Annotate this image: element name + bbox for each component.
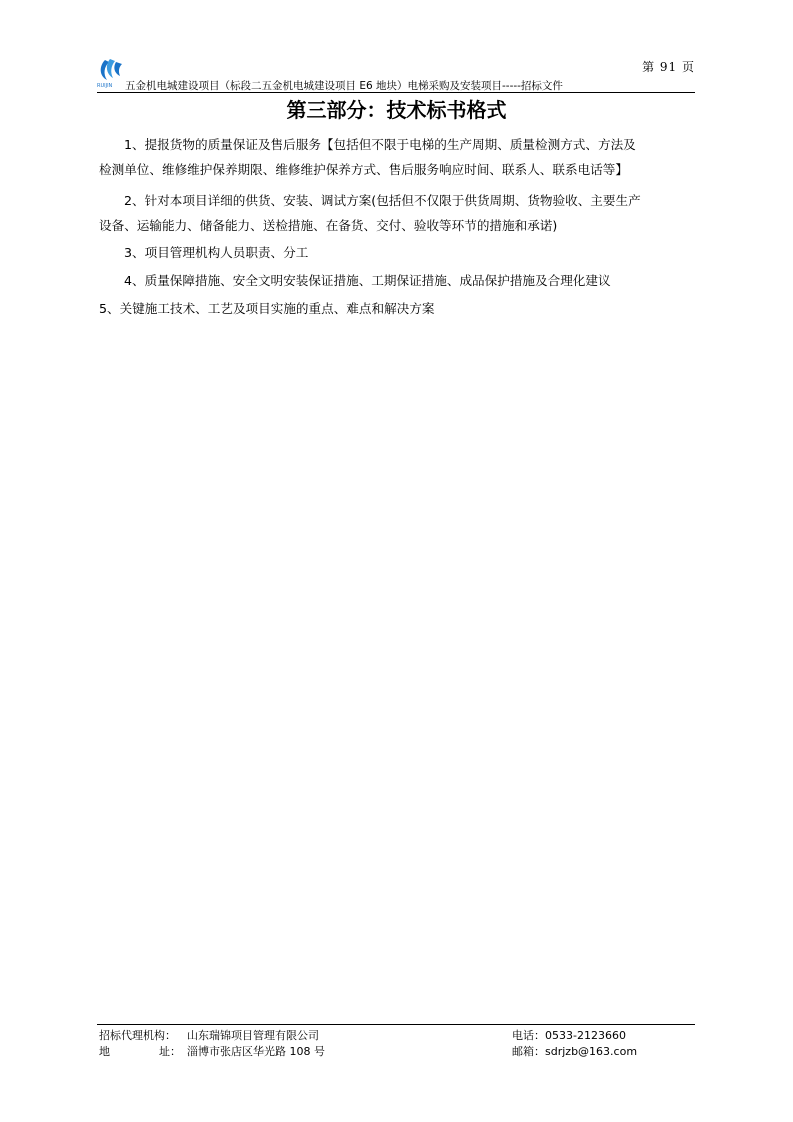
footer-address: 淄博市张店区华光路 108 号 [187, 1045, 325, 1058]
footer-divider [97, 1024, 695, 1025]
paragraph-5-line-1: 5、关键施工技术、工艺及项目实施的重点、难点和解决方案 [99, 301, 435, 316]
footer-address-label-left: 地 [99, 1045, 110, 1058]
footer-address-label-right: 址： [159, 1045, 181, 1058]
paragraph-2 [99, 188, 699, 238]
page-number: 第 91 页 [642, 60, 695, 74]
paragraph-2-line-1: 2、针对本项目详细的供货、安装、调试方案(包括但不仅限于供货周期、货物验收、主要生产 [124, 193, 641, 208]
company-logo [97, 56, 127, 88]
paragraph-4 [99, 268, 699, 293]
paragraph-1 [99, 132, 699, 182]
logo-text: RUIJIN [97, 83, 113, 88]
section-title: 第三部分：技术标书格式 [286, 98, 507, 122]
paragraph-3-line-1: 3、项目管理机构人员职责、分工 [124, 245, 309, 260]
paragraph-5 [99, 296, 699, 321]
paragraph-1-line-1: 1、提报货物的质量保证及售后服务【包括但不限于电梯的生产周期、质量检测方式、方法及 [124, 137, 636, 152]
header-divider [97, 92, 695, 93]
footer-email: 邮箱：sdrjzb@163.com [512, 1045, 638, 1058]
footer-agency-label: 招标代理机构： [99, 1029, 176, 1042]
header-title: 五金机电城建设项目（标段二五金机电城建设项目 E6 地块）电梯采购及安装项目-----招标文件 [125, 80, 563, 92]
footer-phone: 电话：0533-2123660 [512, 1029, 626, 1042]
paragraph-3 [99, 240, 699, 265]
paragraph-1-line-2: 检测单位、维修维护保养期限、维修维护保养方式、售后服务响应时间、联系人、联系电话等】 [99, 162, 628, 177]
paragraph-2-line-2: 设备、运输能力、储备能力、送检措施、在备货、交付、验收等环节的措施和承诺) [99, 218, 558, 233]
paragraph-4-line-1: 4、质量保障措施、安全文明安装保证措施、工期保证措施、成品保护措施及合理化建议 [124, 273, 611, 288]
footer-agency-name: 山东瑞锦项目管理有限公司 [187, 1029, 319, 1042]
